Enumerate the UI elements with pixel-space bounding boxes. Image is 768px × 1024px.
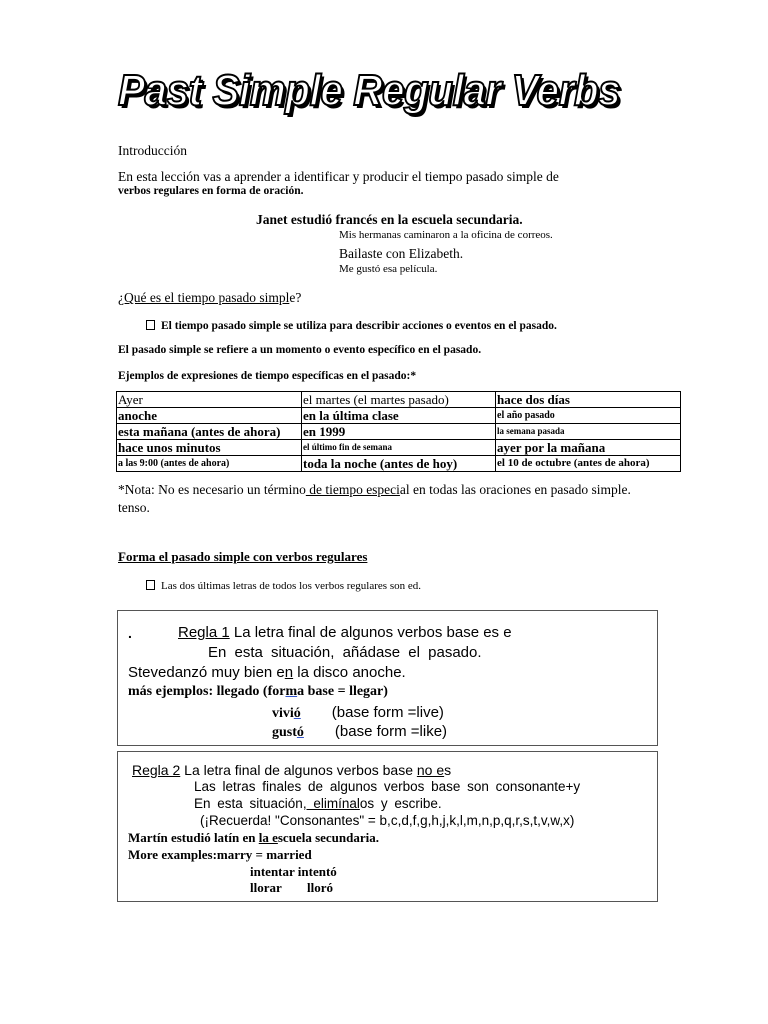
table-row [117, 392, 681, 408]
example-1: Janet estudió francés en la escuela secundaria. [256, 212, 523, 227]
rule-2-no: no e [416, 762, 445, 778]
rule-1-line-2: En esta situación, añádase el pasado. [208, 644, 482, 661]
table-cell: el último fin de semana [302, 440, 496, 456]
table-cell: la semana pasada [496, 424, 681, 440]
rule-1-example-2 [272, 723, 447, 741]
table-cell: anoche [117, 408, 302, 424]
rule-1-example-2-verb: gust [272, 725, 297, 740]
table-row [117, 408, 681, 424]
rule-1-dot: . [128, 625, 132, 641]
note-part-1: *Nota: No es necesario un término [118, 482, 306, 497]
rule-1-box [117, 610, 658, 746]
table-cell: esta mañana (antes de ahora) [117, 424, 302, 440]
example-4: Me gustó esa película. [339, 263, 438, 275]
table-cell: hace dos días [496, 392, 681, 408]
question-heading [118, 290, 301, 306]
question-rest: e? [289, 290, 302, 305]
example-2: Mis hermanas caminaron a la oficina de correos. [339, 229, 553, 241]
rule-2-example-1-base: intentar [250, 864, 295, 879]
table-cell: el año pasado [496, 408, 681, 424]
rule-1-line-4a: más ejemplos: llegado (for [128, 684, 286, 699]
table-cell: el martes (el martes pasado) [302, 392, 496, 408]
rule-1-example-2-base: (base form =like) [334, 723, 448, 740]
intro-line-2: verbos regulares en forma de oración. [118, 185, 304, 197]
rule-2-line-3c: os y escribe. [359, 796, 442, 811]
page-title: Past Simple Regular Verbs [118, 66, 621, 115]
rule-2-line-6: More examples:marry = married [128, 847, 312, 862]
rule-1-line-3 [128, 664, 406, 681]
rule-2-line-1 [132, 762, 451, 778]
rule-2-line-3b: , elimínal [302, 796, 360, 811]
example-3: Bailaste con Elizabeth. [339, 246, 464, 261]
checkbox-bullet-icon [146, 580, 155, 590]
rule-2-example-1 [250, 864, 337, 880]
table-cell: en la última clase [302, 408, 496, 424]
rule-1-example-2-ending: ó [296, 725, 304, 740]
rule-2-line-3 [194, 796, 442, 811]
rule-2-line-5c: scuela secundaria. [277, 830, 379, 845]
intro-line-1: En esta lección vas a aprender a identificar y producir el tiempo pasado simple de [118, 169, 559, 184]
note-part-3: al en todas las oraciones en pasado simple. [399, 482, 631, 497]
table-row [117, 440, 681, 456]
table-cell: toda la noche (antes de hoy) [302, 456, 496, 472]
table-cell: en 1999 [302, 424, 496, 440]
question-underlined: ¿Qué es el tiempo pasado simpl [118, 290, 290, 305]
rule-1-example-1 [272, 704, 444, 722]
rule-1-line-4c: a base = llegar) [297, 684, 388, 699]
rule-1-line-1 [178, 624, 512, 641]
rule-1-line-4 [128, 684, 388, 700]
definition-1 [146, 320, 557, 332]
rule-2-line-2: Las letras finales de algunos verbos base son consonante+y [194, 779, 581, 794]
rule-1-example-1-base: (base form =live) [331, 704, 444, 721]
rule-1-text: La letra final de algunos verbos base es e [229, 624, 512, 641]
rule-2-s: s [444, 762, 452, 778]
rule-2-line-4: (¡Recuerda! "Consonantes" = b,c,d,f,g,h,j,k,l,m,n,p,q,r,s,t,v,w,x) [200, 813, 575, 828]
note-line-1 [118, 482, 631, 498]
section-bullet-text: Las dos últimas letras de todos los verbos regulares son ed. [161, 580, 421, 592]
section-heading [118, 549, 393, 565]
table-cell: hace unos minutos [117, 440, 302, 456]
rule-1-example-1-verb: vivi [272, 706, 294, 721]
checkbox-bullet-icon [146, 320, 155, 330]
table-cell: Ayer [117, 392, 302, 408]
note-line-2: tenso. [118, 500, 150, 515]
table-cell: ayer por la mañana [496, 440, 681, 456]
section-heading-text: Forma el pasado simple con verbos regulares [118, 549, 368, 564]
rule-2-example-2-base: llorar [250, 880, 282, 895]
rule-2-line-5 [128, 830, 379, 846]
rule-2-line-5b: la e [258, 830, 278, 845]
table-row [117, 424, 681, 440]
rule-1-example-1-ending: ó [293, 706, 301, 721]
table-cell: a las 9:00 (antes de ahora) [117, 456, 302, 472]
table-row [117, 456, 681, 472]
rule-2-example-2 [250, 880, 333, 896]
table-caption: Ejemplos de expresiones de tiempo específicas en el pasado:* [118, 370, 417, 382]
rule-2-line-5a: Martín estudió latín en [128, 830, 259, 845]
note-part-2: de tiempo especi [305, 482, 400, 497]
time-expressions-table [116, 391, 681, 472]
rule-2-label: Regla 2 [132, 762, 181, 778]
rule-1-line-3c: la disco anoche. [293, 664, 406, 681]
rule-2-example-2-past: lloró [307, 880, 333, 895]
rule-1-line-4b: m [285, 684, 298, 699]
definition-1-text: El tiempo pasado simple se utiliza para describir acciones o eventos en el pasado. [161, 320, 557, 332]
table-cell: el 10 de octubre (antes de ahora) [496, 456, 681, 472]
rule-2-line-3a: En esta situación [194, 796, 303, 811]
rule-2-text: La letra final de algunos verbos base [180, 762, 417, 778]
section-bullet [146, 580, 421, 592]
intro-heading: Introducción [118, 143, 187, 158]
rule-2-example-1-past: intentó [297, 864, 337, 879]
rule-1-line-3a: Stevedanzó muy bien e [128, 664, 285, 681]
rule-1-line-3b: n [284, 664, 294, 681]
rule-2-box [117, 751, 658, 902]
definition-2: El pasado simple se refiere a un momento o evento específico en el pasado. [118, 344, 482, 356]
rule-1-label: Regla 1 [178, 624, 230, 641]
